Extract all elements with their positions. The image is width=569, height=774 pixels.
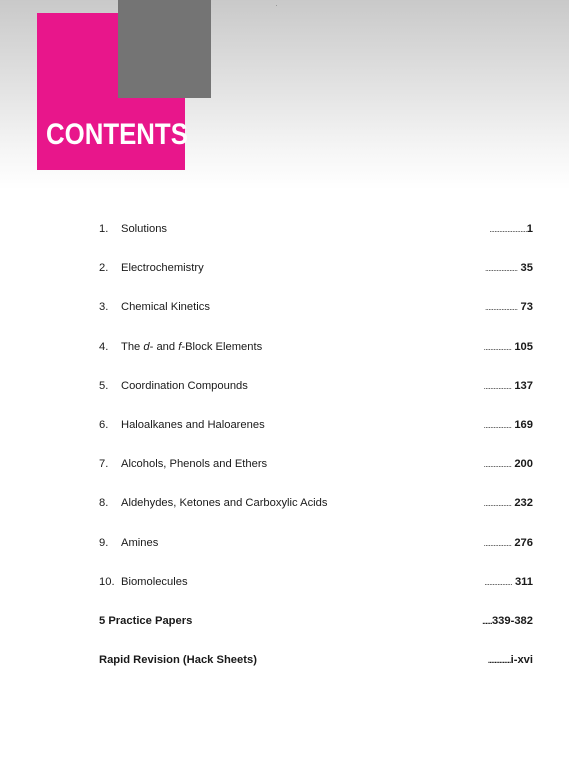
toc-entry-aldehydes[interactable]: [99, 495, 533, 534]
toc-entry-solutions[interactable]: [99, 221, 533, 260]
toc-entry-page: [484, 574, 533, 591]
toc-entry-rapid-revision[interactable]: [99, 652, 533, 691]
toc-entry-d-f-block[interactable]: [99, 339, 533, 378]
leader-dots: ..............: [487, 656, 511, 666]
title-part: - and: [149, 340, 179, 353]
leader-dots: .................: [483, 499, 512, 509]
toc-entry-title: Electrochemistry: [121, 262, 204, 275]
toc-entry-number: 8.: [99, 497, 109, 510]
page-number: 200: [514, 458, 533, 471]
toc-entry-page: [489, 221, 533, 238]
toc-entry-haloalkanes[interactable]: [99, 417, 533, 456]
toc-entry-practice-papers[interactable]: [99, 613, 533, 652]
page-number: 311: [514, 575, 533, 588]
title-italic-d: d: [143, 340, 150, 353]
leader-dots: ....................: [484, 303, 518, 313]
leader-dots: .................: [483, 342, 512, 352]
page-number: 73: [520, 301, 533, 314]
toc-entry-electrochemistry[interactable]: [99, 260, 533, 299]
toc-entry-number: 9.: [99, 536, 109, 549]
toc-entry-title: Solutions: [121, 223, 168, 235]
page-number: i-xvi: [510, 654, 533, 667]
toc-entry-number: 2.: [99, 262, 109, 275]
leader-dots: .......................: [489, 225, 527, 234]
toc-entry-number: 5.: [99, 379, 109, 392]
toc-entry-page: [484, 456, 533, 473]
toc-entry-page: [482, 613, 533, 630]
page-number: 339-382: [491, 614, 533, 627]
toc-entry-page: [484, 495, 533, 512]
toc-entry-page: [484, 378, 533, 395]
toc-entry-page: [484, 417, 533, 434]
toc-entry-alcohols[interactable]: [99, 456, 533, 495]
leader-dots: .................: [483, 420, 512, 430]
page-number: 105: [514, 340, 533, 353]
page-number: 276: [514, 536, 533, 549]
toc-entry-title: Amines: [121, 536, 159, 549]
leader-dots: ....................: [484, 264, 518, 274]
toc-entry-title: Biomolecules: [121, 575, 188, 588]
toc-entry-title: Haloalkanes and Haloarenes: [121, 418, 265, 431]
stray-mark: [276, 5, 277, 6]
toc-entry-page: [488, 652, 533, 669]
toc-entry-title: Rapid Revision (Hack Sheets): [99, 654, 257, 667]
toc-list: [99, 221, 533, 691]
page-number: 35: [520, 262, 533, 275]
toc-entry-number: 3.: [99, 301, 109, 314]
leader-dots: ......: [482, 616, 492, 626]
toc-entry-page: [484, 535, 533, 552]
toc-entry-page: [484, 339, 533, 356]
toc-entry-title: Chemical Kinetics: [121, 301, 210, 314]
toc-entry-biomolecules[interactable]: [99, 574, 533, 613]
page-number: 169: [514, 418, 533, 431]
toc-entry-number: 4.: [99, 340, 109, 353]
leader-dots: .................: [483, 460, 512, 470]
toc-entry-title: [121, 339, 262, 355]
title-part: -Block Elements: [181, 340, 263, 353]
page-number: 1: [526, 223, 533, 235]
toc-entry-amines[interactable]: [99, 535, 533, 574]
toc-entry-title: Alcohols, Phenols and Ethers: [121, 458, 268, 471]
page-title: CONTENTS: [46, 118, 188, 151]
toc-entry-number: 1.: [99, 223, 109, 235]
title-italic-f: f: [178, 340, 182, 353]
page-number: 232: [514, 497, 533, 510]
leader-dots: .................: [484, 577, 512, 587]
page-number: 137: [514, 379, 533, 392]
toc-entry-page: [485, 299, 533, 316]
toc-entry-coordination-compounds[interactable]: [99, 378, 533, 417]
toc-entry-number: 10.: [99, 575, 115, 588]
leader-dots: .................: [483, 381, 512, 391]
toc-entry-title: Aldehydes, Ketones and Carboxylic Acids: [121, 497, 328, 510]
toc-entry-page: [485, 260, 533, 277]
accent-block: [118, 0, 211, 98]
toc-entry-title: 5 Practice Papers: [99, 614, 193, 627]
toc-entry-number: 6.: [99, 418, 109, 431]
toc-entry-number: 7.: [99, 458, 109, 471]
leader-dots: .................: [483, 538, 512, 548]
title-part: The: [121, 340, 144, 353]
toc-entry-chemical-kinetics[interactable]: [99, 299, 533, 338]
toc-entry-title: Coordination Compounds: [121, 379, 248, 392]
